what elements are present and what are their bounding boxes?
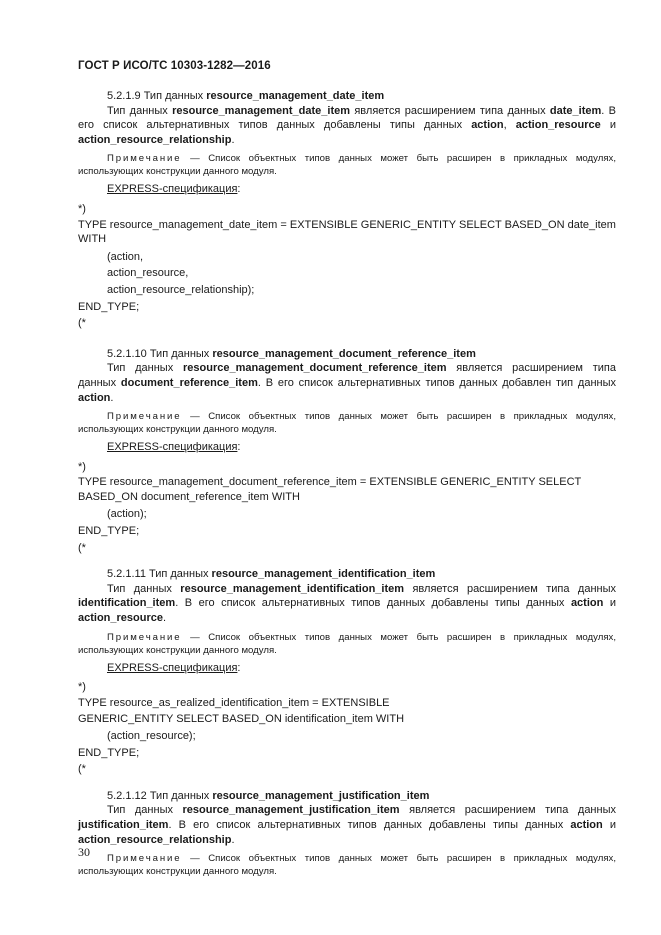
code-line: action_resource, xyxy=(107,267,189,280)
code-line: (action, xyxy=(107,250,144,263)
section-body: Тип данных resource_management_justification_item является расширением типа данных justification_item. В его список альтернативных типов данных добавлены типы данных action и action_resource_relationship. xyxy=(78,804,616,846)
express-code xyxy=(78,202,616,331)
section-heading: 5.2.1.9 Тип данных resource_management_date_item xyxy=(107,90,385,102)
section-heading: 5.2.1.10 Тип данных resource_management_document_reference_item xyxy=(107,347,476,360)
code-line: TYPE resource_as_realized_identification_item = EXTENSIBLE xyxy=(78,696,390,709)
code-line: *) xyxy=(78,460,86,473)
code-line: (action_resource); xyxy=(107,730,196,742)
code-line: *) xyxy=(78,202,86,215)
section-body: Тип данных resource_management_document_reference_item является расширением типа данных document_reference_item. В его список альтернативных типов данных добавлен тип данных action. xyxy=(78,362,617,404)
section-body: Тип данных resource_management_identification_item является расширением типа данных identification_item. В его список альтернативных типов данных добавлены типы данных action и action_resource. xyxy=(78,582,616,625)
page-content xyxy=(78,89,616,878)
express-code xyxy=(78,680,616,777)
code-line: (* xyxy=(78,317,86,330)
code-line: END_TYPE; xyxy=(78,300,140,313)
section-5-2-1-9 xyxy=(78,89,616,331)
code-line: TYPE resource_management_document_reference_item = EXTENSIBLE GENERIC_ENTITY SELECT BASED_ON document_reference_item WITH xyxy=(78,476,582,503)
code-line: TYPE resource_management_date_item = EXTENSIBLE GENERIC_ENTITY SELECT BASED_ON date_item WITH xyxy=(78,218,616,246)
note: Примечание — Список объектных типов данных может быть расширен в прикладных модулях, использующих конструкции данного модуля. xyxy=(78,153,616,178)
note: Примечание — Список объектных типов данных может быть расширен в прикладных модулях, использующих конструкции данного модуля. xyxy=(78,853,616,878)
code-line: *) xyxy=(78,681,86,694)
section-5-2-1-11 xyxy=(78,567,616,777)
code-line: (action); xyxy=(107,508,147,521)
code-line: (* xyxy=(78,763,86,776)
express-spec-label: EXPRESS-спецификация: xyxy=(107,441,241,454)
code-line: END_TYPE; xyxy=(78,525,140,538)
note: Примечание — Список объектных типов данных может быть расширен в прикладных модулях, использующих конструкции данного модуля. xyxy=(78,411,616,436)
section-5-2-1-12 xyxy=(78,789,616,878)
page-number: 30 xyxy=(78,845,90,859)
code-line: action_resource_relationship); xyxy=(107,283,255,296)
section-5-2-1-10 xyxy=(78,347,616,556)
code-line: GENERIC_ENTITY SELECT BASED_ON identification_item WITH xyxy=(78,713,405,726)
express-spec-label: EXPRESS-спецификация: xyxy=(107,183,241,196)
section-heading: 5.2.1.11 Тип данных resource_management_identification_item xyxy=(107,568,436,581)
note: Примечание — Список объектных типов данных может быть расширен в прикладных модулях, использующих конструкции данного модуля. xyxy=(78,631,616,656)
code-line: END_TYPE; xyxy=(78,746,140,759)
section-heading: 5.2.1.12 Тип данных resource_management_justification_item xyxy=(107,789,430,802)
express-spec-label: EXPRESS-спецификация: xyxy=(107,661,241,674)
document-header: ГОСТ Р ИСО/ТС 10303-1282—2016 xyxy=(78,60,271,72)
code-line: (* xyxy=(78,541,86,554)
section-body: Тип данных resource_management_date_item является расширением типа данных date_item. В его список альтернативных типов данных добавлены типы данных action, action_resource и action_resource_relationship. xyxy=(78,104,617,146)
express-code xyxy=(78,460,616,556)
